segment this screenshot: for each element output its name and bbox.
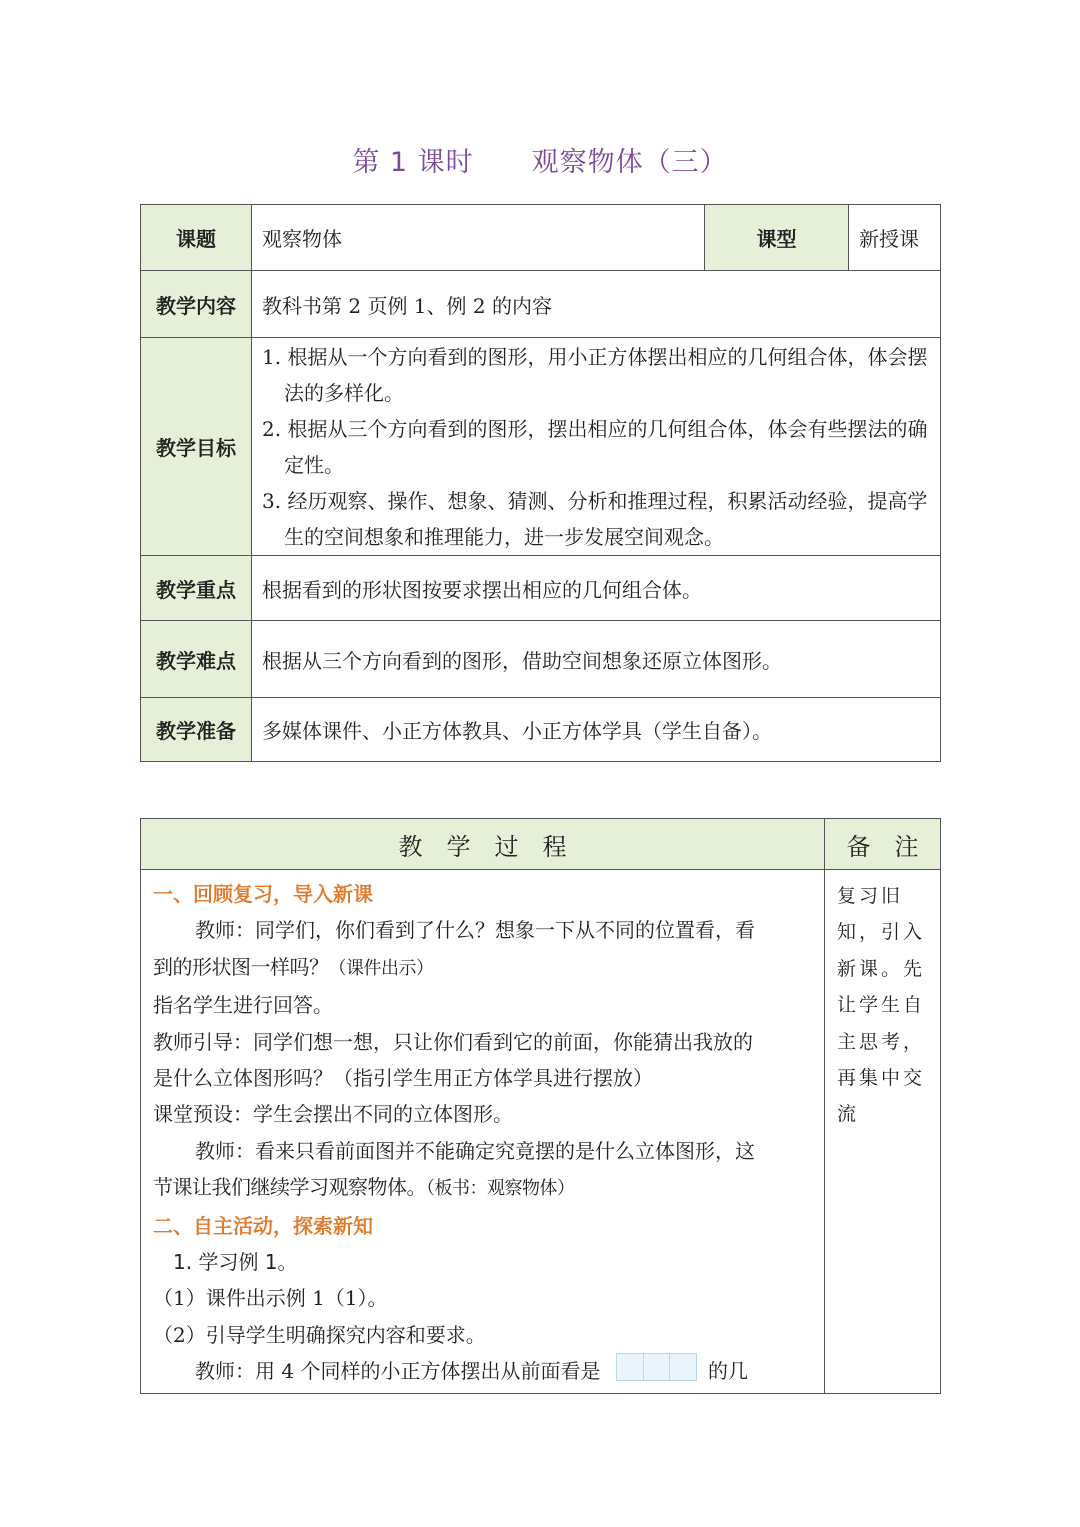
text-line: （1）课件出示例 1（1）。	[153, 1286, 388, 1311]
goals-cell	[252, 338, 941, 556]
text-line: （2）引导学生明确探究内容和要求。	[153, 1322, 486, 1347]
text-line: 教师：看来只看前面图并不能确定究竟摆的是什么立体图形，这	[195, 1138, 755, 1163]
note-line: 主思考，	[837, 1030, 926, 1053]
key-row	[141, 556, 941, 621]
subsection-heading: 1. 学习例 1。	[173, 1250, 298, 1275]
page-title	[0, 140, 1080, 179]
process-body	[141, 870, 825, 1394]
difficulty-row	[141, 621, 941, 698]
key-value: 根据看到的形状图按要求摆出相应的几何组合体。	[252, 556, 941, 621]
topic-label: 课题	[141, 205, 252, 271]
prep-row	[141, 698, 941, 762]
notes-header: 备 注	[825, 819, 941, 870]
goal-item: 1. 根据从一个方向看到的图形，用小正方体摆出相应的几何组合体，体会摆法的多样化。	[262, 344, 928, 405]
prep-value: 多媒体课件、小正方体教具、小正方体学具（学生自备）。	[252, 698, 941, 762]
text-line: 是什么立体图形吗？（指引学生用正方体学具进行摆放）	[153, 1066, 653, 1091]
content-value: 教科书第 2 页例 1、例 2 的内容	[252, 271, 941, 338]
section-heading: 二、自主活动，探索新知	[153, 1213, 373, 1238]
type-value: 新授课	[849, 205, 941, 271]
text-fragment: 教师：用 4 个同样的小正方体摆出从前面看是	[195, 1359, 601, 1384]
note-line: 让学生自	[837, 994, 926, 1017]
difficulty-label: 教学难点	[141, 621, 252, 698]
note-line: 知，引入	[837, 921, 926, 944]
text-fragment: （板书：观察物体）	[426, 1178, 575, 1200]
text-fragment: 到的形状图一样吗？	[153, 954, 329, 979]
process-body-row	[141, 870, 941, 1394]
process-header: 教 学 过 程	[141, 819, 825, 870]
note-line: 再集中交	[837, 1067, 926, 1090]
topic-value: 观察物体	[252, 205, 705, 271]
content-label: 教学内容	[141, 271, 252, 338]
goals-label: 教学目标	[141, 338, 252, 556]
text-line	[153, 1353, 812, 1392]
text-line: 指名学生进行回答。	[153, 993, 333, 1018]
difficulty-value: 根据从三个方向看到的图形，借助空间想象还原立体图形。	[252, 621, 941, 698]
key-label: 教学重点	[141, 556, 252, 621]
note-line: 复习旧	[837, 885, 904, 907]
content-row	[141, 271, 941, 338]
prep-label: 教学准备	[141, 698, 252, 762]
note-line: 流	[837, 1103, 860, 1126]
note-line: 新课。先	[837, 957, 926, 980]
goal-item: 3. 经历观察、操作、想象、猜测、分析和推理过程，积累活动经验，提高学生的空间想象和推理能力，进一步发展空间观念。	[262, 488, 928, 549]
teaching-process-table	[140, 818, 941, 1394]
text-line: 教师：同学们，你们看到了什么？想象一下从不同的位置看，看	[195, 918, 755, 943]
text-line	[153, 1169, 812, 1207]
text-line	[153, 949, 812, 987]
type-label: 课型	[705, 205, 849, 271]
front-view-squares-figure	[616, 1353, 696, 1392]
lesson-title: 观察物体（三）	[531, 147, 728, 178]
goals-row	[141, 338, 941, 556]
text-line: 教师引导：同学们想一想，只让你们看到它的前面，你能猜出我放的	[153, 1029, 753, 1054]
process-header-row	[141, 819, 941, 870]
notes-body	[825, 870, 941, 1394]
text-fragment: （课件出示）	[328, 957, 434, 979]
lesson-info-table	[140, 204, 941, 762]
section-heading: 一、回顾复习，导入新课	[153, 882, 373, 906]
text-line: 课堂预设：学生会摆出不同的立体图形。	[153, 1102, 513, 1127]
text-fragment: 节课让我们继续学习观察物体。	[153, 1175, 426, 1200]
lesson-number: 第 1 课时	[352, 147, 474, 178]
topic-row	[141, 205, 941, 271]
text-fragment: 的几	[707, 1359, 748, 1384]
goal-item: 2. 根据从三个方向看到的图形，摆出相应的几何组合体，体会有些摆法的确定性。	[262, 416, 928, 477]
